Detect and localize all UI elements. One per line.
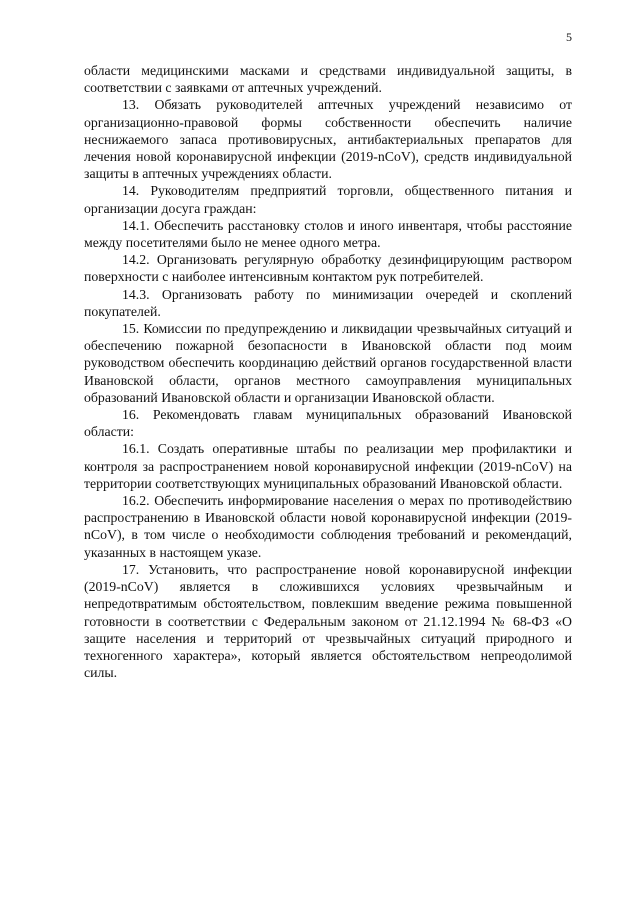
paragraph: 14.2. Организовать регулярную обработку дезинфицирующим раствором поверхности с наиболее интенсивным контактом рук потребителей. [84,252,572,285]
paragraph: 16. Рекомендовать главам муниципальных образований Ивановской области: [84,407,572,440]
paragraph: 13. Обязать руководителей аптечных учреждений независимо от организационно-правовой формы собственности обеспечить наличие неснижаемого запаса противовирусных, антибактериальных препаратов для лечения новой коронавирусной инфекции (2019-nCoV), средств индивидуальной защиты в аптечных учреждениях области. [84,97,572,182]
paragraph: 16.1. Создать оперативные штабы по реализации мер профилактики и контроля за распространением новой коронавирусной инфекции (2019-nCoV) на территории соответствующих муниципальных образований Ивановской области. [84,441,572,491]
paragraph: 14. Руководителям предприятий торговли, общественного питания и организации досуга граждан: [84,183,572,216]
paragraph: области медицинскими масками и средствами индивидуальной защиты, в соответствии с заявками от аптечных учреждений. [84,63,572,96]
document-body [84,62,572,681]
paragraph: 16.2. Обеспечить информирование населения о мерах по противодействию распространению в Ивановской области новой коронавирусной инфекции (2019-nCoV), в том числе о необходимости соблюдения требований и рекомендаций, указанных в настоящем указе. [84,493,572,560]
page-number: 5 [566,30,572,44]
paragraph: 17. Установить, что распространение новой коронавирусной инфекции (2019-nCoV) является в сложившихся условиях чрезвычайным и непредотвратимым обстоятельством, повлекшим введение режима повышенной готовности в соответствии с Федеральным законом от 21.12.1994 № 68-ФЗ «О защите населения и территорий от чрезвычайных ситуаций природного и техногенного характера», который является обстоятельством непреодолимой силы. [84,561,572,681]
paragraph: 15. Комиссии по предупреждению и ликвидации чрезвычайных ситуаций и обеспечению пожарной безопасности в Ивановской области под моим руководством обеспечить координацию действий органов государственной власти Ивановской области, органов местного самоуправления муниципальных образований Ивановской области и организации Ивановской области. [84,321,572,405]
paragraph: 14.1. Обеспечить расстановку столов и иного инвентаря, чтобы расстояние между посетителями было не менее одного метра. [84,217,572,251]
paragraph: 14.3. Организовать работу по минимизации очередей и скоплений покупателей. [84,286,572,319]
